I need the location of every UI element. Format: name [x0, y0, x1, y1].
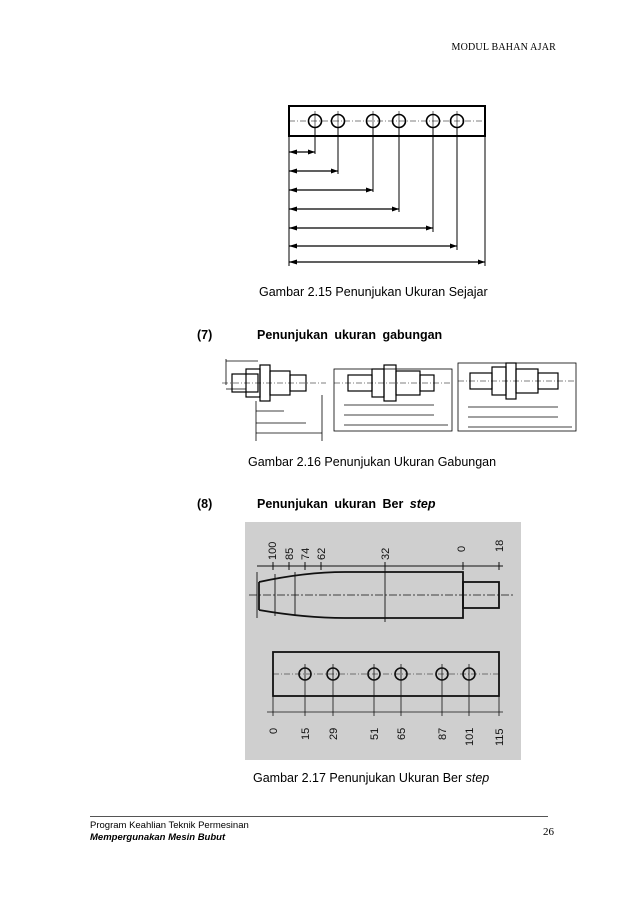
- figure-2-17-caption: [253, 771, 489, 785]
- footer: [90, 820, 249, 844]
- bottom-dim-29: 29: [328, 727, 340, 740]
- top-dim-18: 18: [494, 539, 506, 552]
- shaft-drawing-3: [458, 363, 576, 431]
- figure-2-17-caption-em: step: [465, 771, 490, 785]
- figure-2-17-caption-text: Gambar 2.17 Penunjukan Ukuran Ber: [253, 771, 466, 785]
- bottom-dim-101: 101: [464, 727, 476, 746]
- section-7-title: Penunjukan ukuran gabungan: [257, 328, 443, 342]
- top-dim-62: 62: [316, 547, 328, 560]
- top-dim-100: 100: [267, 541, 279, 560]
- footer-divider: [90, 816, 548, 817]
- page-number: 26: [543, 826, 554, 838]
- section-8-number: (8): [197, 497, 213, 511]
- bottom-dim-51: 51: [369, 727, 381, 740]
- bottom-dim-0: 0: [268, 727, 280, 734]
- figure-2-15-drawing: [275, 94, 493, 274]
- top-dim-0: 0: [456, 545, 468, 552]
- top-dim-85: 85: [284, 547, 296, 560]
- bottom-dim-65: 65: [396, 727, 408, 740]
- section-7-number: (7): [197, 328, 213, 342]
- figure-2-15-caption: Gambar 2.15 Penunjukan Ukuran Sejajar: [259, 285, 488, 299]
- module-header: MODUL BAHAN AJAR: [451, 42, 556, 53]
- figure-2-17-drawing: [245, 522, 521, 760]
- figure-2-16-caption: Gambar 2.16 Penunjukan Ukuran Gabungan: [248, 455, 497, 469]
- section-8-title-em: step: [409, 497, 436, 511]
- shaft-drawing-1: [222, 359, 326, 441]
- footer-subject: Mempergunakan Mesin Bubut: [90, 832, 226, 843]
- bottom-dim-15: 15: [300, 727, 312, 740]
- section-8-title: [257, 497, 435, 511]
- bottom-dim-87: 87: [437, 727, 449, 740]
- figure-2-16-drawing: [222, 355, 578, 443]
- bottom-dim-115: 115: [494, 728, 506, 746]
- footer-program: Program Keahlian Teknik Permesinan: [90, 820, 249, 831]
- shaft-drawing-2: [334, 365, 452, 431]
- top-dim-32: 32: [380, 547, 392, 560]
- top-dim-74: 74: [300, 547, 312, 560]
- section-8-title-text: Penunjukan ukuran Ber: [257, 497, 410, 511]
